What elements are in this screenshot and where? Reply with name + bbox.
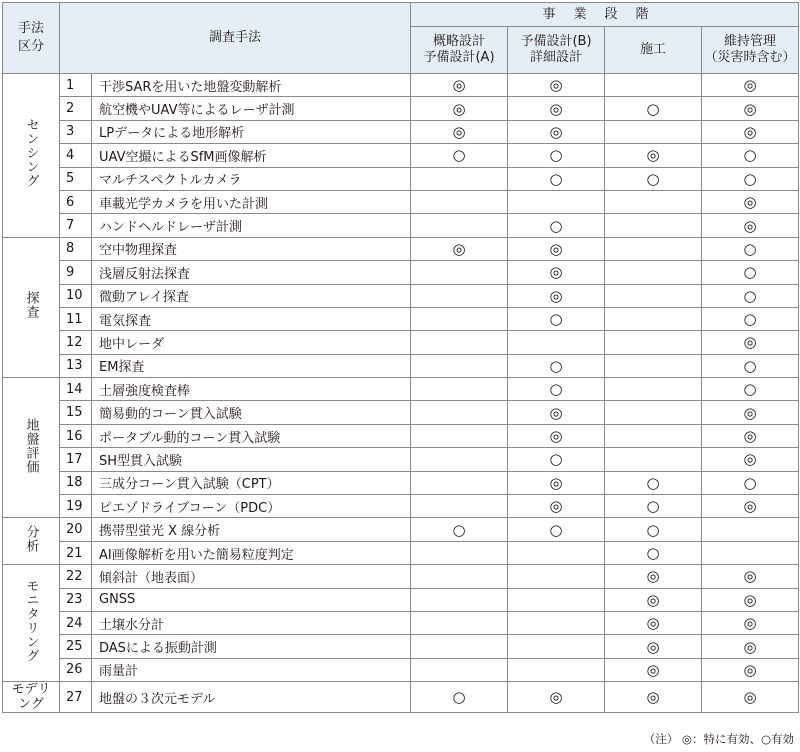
header-stage-d-line2: （災害時含む） xyxy=(704,50,796,65)
method-name: 地中レーダ xyxy=(92,331,411,354)
stage-d-mark: ◎ xyxy=(702,97,799,120)
table-row xyxy=(3,495,799,518)
stage-c-mark: ◎ xyxy=(605,658,702,681)
stage-b-mark: ○ xyxy=(508,144,605,167)
stage-d-mark: ○ xyxy=(702,237,799,260)
row-number: 23 xyxy=(60,588,92,611)
row-number: 21 xyxy=(60,541,92,564)
stage-d-mark: ◎ xyxy=(702,214,799,237)
table-row xyxy=(3,518,799,541)
row-number: 27 xyxy=(60,682,92,713)
stage-d-mark: ◎ xyxy=(702,588,799,611)
stage-b-mark: ◎ xyxy=(508,424,605,447)
category-cell xyxy=(3,518,60,565)
table-row xyxy=(3,167,799,190)
table-row xyxy=(3,635,799,658)
stage-d-mark: ◎ xyxy=(702,331,799,354)
stage-b-mark: ◎ xyxy=(508,237,605,260)
header-stage-b-line2: 詳細設計 xyxy=(530,50,583,65)
stage-d-mark: ○ xyxy=(702,354,799,377)
row-number: 26 xyxy=(60,658,92,681)
stage-b-mark xyxy=(508,541,605,564)
stage-a-mark xyxy=(411,378,508,401)
header-category-label: 手法区分 xyxy=(17,21,44,54)
method-name: マルチスペクトルカメラ xyxy=(92,167,411,190)
stage-d-mark xyxy=(702,541,799,564)
stage-a-mark xyxy=(411,565,508,588)
header-stage-a-line1: 概略設計 xyxy=(433,34,486,49)
stage-b-mark: ○ xyxy=(508,307,605,330)
stage-b-mark xyxy=(508,190,605,213)
method-name: ピエゾドライブコーン（PDC） xyxy=(92,495,411,518)
stage-d-mark: ○ xyxy=(702,144,799,167)
header-stage-d-line1: 維持管理 xyxy=(724,34,777,49)
method-name: LPデータによる地形解析 xyxy=(92,120,411,143)
header-stage-b xyxy=(508,27,605,74)
row-number: 10 xyxy=(60,284,92,307)
stage-d-mark: ◎ xyxy=(702,611,799,634)
stage-a-mark xyxy=(411,424,508,447)
stage-d-mark: ◎ xyxy=(702,190,799,213)
table-row xyxy=(3,448,799,471)
stage-a-mark: ○ xyxy=(411,518,508,541)
stage-d-mark: ◎ xyxy=(702,74,799,97)
stage-a-mark: ○ xyxy=(411,682,508,713)
table-row xyxy=(3,331,799,354)
row-number: 4 xyxy=(60,144,92,167)
category-label: 探査 xyxy=(23,291,39,320)
stage-b-mark: ◎ xyxy=(508,97,605,120)
table-row xyxy=(3,307,799,330)
table-row xyxy=(3,424,799,447)
stage-a-mark: ◎ xyxy=(411,74,508,97)
method-name: EM探査 xyxy=(92,354,411,377)
row-number: 13 xyxy=(60,354,92,377)
table-row xyxy=(3,588,799,611)
stage-a-mark xyxy=(411,190,508,213)
stage-d-mark: ◎ xyxy=(702,635,799,658)
stage-c-mark xyxy=(605,424,702,447)
table-row xyxy=(3,611,799,634)
category-cell xyxy=(3,565,60,682)
stage-c-mark: ◎ xyxy=(605,588,702,611)
header-stage-d xyxy=(702,27,799,74)
method-name: 電気探査 xyxy=(92,307,411,330)
method-name: 雨量計 xyxy=(92,658,411,681)
row-number: 24 xyxy=(60,611,92,634)
method-name: UAV空撮によるSfM画像解析 xyxy=(92,144,411,167)
row-number: 8 xyxy=(60,237,92,260)
row-number: 22 xyxy=(60,565,92,588)
category-cell xyxy=(3,237,60,377)
method-name: 土層強度検査棒 xyxy=(92,378,411,401)
stage-a-mark: ◎ xyxy=(411,120,508,143)
stage-a-mark xyxy=(411,611,508,634)
stage-c-mark xyxy=(605,74,702,97)
category-cell xyxy=(3,74,60,238)
row-number: 1 xyxy=(60,74,92,97)
table-row xyxy=(3,120,799,143)
stage-a-mark xyxy=(411,167,508,190)
category-label-line: モデリ xyxy=(11,682,51,698)
stage-a-mark: ○ xyxy=(411,144,508,167)
stage-d-mark: ◎ xyxy=(702,401,799,424)
category-cell xyxy=(3,378,60,518)
row-number: 3 xyxy=(60,120,92,143)
stage-c-mark xyxy=(605,401,702,424)
row-number: 9 xyxy=(60,261,92,284)
category-cell xyxy=(3,682,60,713)
stage-b-mark xyxy=(508,331,605,354)
stage-a-mark xyxy=(411,331,508,354)
table-row xyxy=(3,97,799,120)
stage-a-mark xyxy=(411,495,508,518)
stage-d-mark: ○ xyxy=(702,167,799,190)
stage-b-mark: ○ xyxy=(508,167,605,190)
stage-c-mark xyxy=(605,354,702,377)
header-stage-a xyxy=(411,27,508,74)
table-row xyxy=(3,354,799,377)
stage-a-mark: ◎ xyxy=(411,237,508,260)
stage-c-mark: ◎ xyxy=(605,682,702,713)
row-number: 7 xyxy=(60,214,92,237)
stage-c-mark: ◎ xyxy=(605,144,702,167)
row-number: 6 xyxy=(60,190,92,213)
stage-c-mark xyxy=(605,284,702,307)
stage-d-mark: ○ xyxy=(702,378,799,401)
table-row xyxy=(3,658,799,681)
header-stage: 事業段階 xyxy=(411,3,799,27)
row-number: 25 xyxy=(60,635,92,658)
stage-c-mark xyxy=(605,120,702,143)
stage-a-mark xyxy=(411,354,508,377)
stage-a-mark xyxy=(411,658,508,681)
stage-d-mark: ○ xyxy=(702,307,799,330)
stage-a-mark xyxy=(411,261,508,284)
stage-c-mark: ○ xyxy=(605,97,702,120)
stage-b-mark: ○ xyxy=(508,518,605,541)
stage-a-mark xyxy=(411,214,508,237)
method-name: ポータブル動的コーン貫入試験 xyxy=(92,424,411,447)
stage-b-mark xyxy=(508,588,605,611)
header-category xyxy=(3,3,60,74)
table-row xyxy=(3,378,799,401)
stage-a-mark xyxy=(411,284,508,307)
stage-c-mark: ◎ xyxy=(605,635,702,658)
stage-c-mark xyxy=(605,237,702,260)
table-row xyxy=(3,261,799,284)
stage-c-mark xyxy=(605,331,702,354)
method-name: ハンドヘルドレーザ計測 xyxy=(92,214,411,237)
stage-b-mark xyxy=(508,565,605,588)
stage-b-mark: ◎ xyxy=(508,471,605,494)
stage-a-mark: ◎ xyxy=(411,97,508,120)
stage-b-mark: ◎ xyxy=(508,261,605,284)
row-number: 14 xyxy=(60,378,92,401)
method-name: 傾斜計（地表面） xyxy=(92,565,411,588)
header-stage-c xyxy=(605,27,702,74)
stage-c-mark: ○ xyxy=(605,541,702,564)
stage-b-mark xyxy=(508,611,605,634)
stage-c-mark: ○ xyxy=(605,495,702,518)
stage-d-mark: ◎ xyxy=(702,495,799,518)
header-stage-c-line1: 施工 xyxy=(640,42,667,57)
category-label: モニタリング xyxy=(23,579,39,664)
row-number: 19 xyxy=(60,495,92,518)
stage-c-mark xyxy=(605,190,702,213)
stage-a-mark xyxy=(411,307,508,330)
category-label: 分析 xyxy=(23,525,39,554)
stage-d-mark: ◎ xyxy=(702,424,799,447)
stage-d-mark: ○ xyxy=(702,471,799,494)
stage-b-mark: ◎ xyxy=(508,682,605,713)
stage-b-mark xyxy=(508,658,605,681)
stage-c-mark xyxy=(605,307,702,330)
stage-a-mark xyxy=(411,448,508,471)
method-name: 土壌水分計 xyxy=(92,611,411,634)
method-name: 携帯型蛍光 X 線分析 xyxy=(92,518,411,541)
row-number: 16 xyxy=(60,424,92,447)
table-row xyxy=(3,471,799,494)
row-number: 5 xyxy=(60,167,92,190)
stage-d-mark: ◎ xyxy=(702,565,799,588)
stage-c-mark xyxy=(605,378,702,401)
stage-b-mark: ○ xyxy=(508,378,605,401)
stage-a-mark xyxy=(411,541,508,564)
method-name: GNSS xyxy=(92,588,411,611)
stage-a-mark xyxy=(411,635,508,658)
header-method: 調査手法 xyxy=(60,3,411,74)
stage-c-mark xyxy=(605,261,702,284)
table-row xyxy=(3,74,799,97)
stage-a-mark xyxy=(411,401,508,424)
table-row xyxy=(3,284,799,307)
method-name: 三成分コーン貫入試験（CPT） xyxy=(92,471,411,494)
table-row xyxy=(3,565,799,588)
method-name: 航空機やUAV等によるレーザ計測 xyxy=(92,97,411,120)
stage-c-mark: ○ xyxy=(605,471,702,494)
stage-b-mark: ○ xyxy=(508,214,605,237)
table-row xyxy=(3,541,799,564)
stage-d-mark: ○ xyxy=(702,261,799,284)
survey-methods-table xyxy=(2,2,799,713)
stage-b-mark: ◎ xyxy=(508,495,605,518)
row-number: 17 xyxy=(60,448,92,471)
row-number: 18 xyxy=(60,471,92,494)
stage-b-mark: ○ xyxy=(508,354,605,377)
method-name: 簡易動的コーン貫入試験 xyxy=(92,401,411,424)
table-row xyxy=(3,214,799,237)
method-name: 干渉SARを用いた地盤変動解析 xyxy=(92,74,411,97)
table-row xyxy=(3,237,799,260)
stage-d-mark: ◎ xyxy=(702,120,799,143)
stage-a-mark xyxy=(411,588,508,611)
stage-c-mark: ○ xyxy=(605,167,702,190)
method-name: 浅層反射法探査 xyxy=(92,261,411,284)
method-name: SH型貫入試験 xyxy=(92,448,411,471)
stage-a-mark xyxy=(411,471,508,494)
category-label: センシング xyxy=(23,118,39,189)
stage-d-mark: ◎ xyxy=(702,658,799,681)
row-number: 2 xyxy=(60,97,92,120)
stage-c-mark: ◎ xyxy=(605,565,702,588)
table-row xyxy=(3,190,799,213)
stage-b-mark xyxy=(508,635,605,658)
category-label: 地盤評価 xyxy=(23,417,39,474)
stage-d-mark: ◎ xyxy=(702,682,799,713)
footnote: （注） ◎：特に有効、○有効 xyxy=(643,732,794,746)
row-number: 15 xyxy=(60,401,92,424)
stage-c-mark: ◎ xyxy=(605,611,702,634)
category-label-line: ング xyxy=(18,697,44,713)
header-stage-a-line2: 予備設計(A) xyxy=(423,50,495,65)
stage-d-mark: ○ xyxy=(702,284,799,307)
method-name: 地盤の３次元モデル xyxy=(92,682,411,713)
table-body xyxy=(3,74,799,713)
stage-b-mark: ◎ xyxy=(508,401,605,424)
method-name: 微動アレイ探査 xyxy=(92,284,411,307)
stage-c-mark xyxy=(605,214,702,237)
method-name: 車載光学カメラを用いた計測 xyxy=(92,190,411,213)
table-row xyxy=(3,682,799,713)
stage-c-mark xyxy=(605,448,702,471)
method-name: AI画像解析を用いた簡易粒度判定 xyxy=(92,541,411,564)
table-row xyxy=(3,401,799,424)
method-name: DASによる振動計測 xyxy=(92,635,411,658)
stage-d-mark xyxy=(702,518,799,541)
table-row xyxy=(3,144,799,167)
stage-b-mark: ◎ xyxy=(508,120,605,143)
table-header xyxy=(3,3,799,74)
row-number: 12 xyxy=(60,331,92,354)
stage-b-mark: ◎ xyxy=(508,74,605,97)
stage-d-mark: ◎ xyxy=(702,448,799,471)
stage-c-mark: ○ xyxy=(605,518,702,541)
header-stage-b-line1: 予備設計(B) xyxy=(520,34,592,49)
stage-b-mark: ◎ xyxy=(508,284,605,307)
method-name: 空中物理探査 xyxy=(92,237,411,260)
stage-b-mark: ○ xyxy=(508,448,605,471)
row-number: 11 xyxy=(60,307,92,330)
row-number: 20 xyxy=(60,518,92,541)
